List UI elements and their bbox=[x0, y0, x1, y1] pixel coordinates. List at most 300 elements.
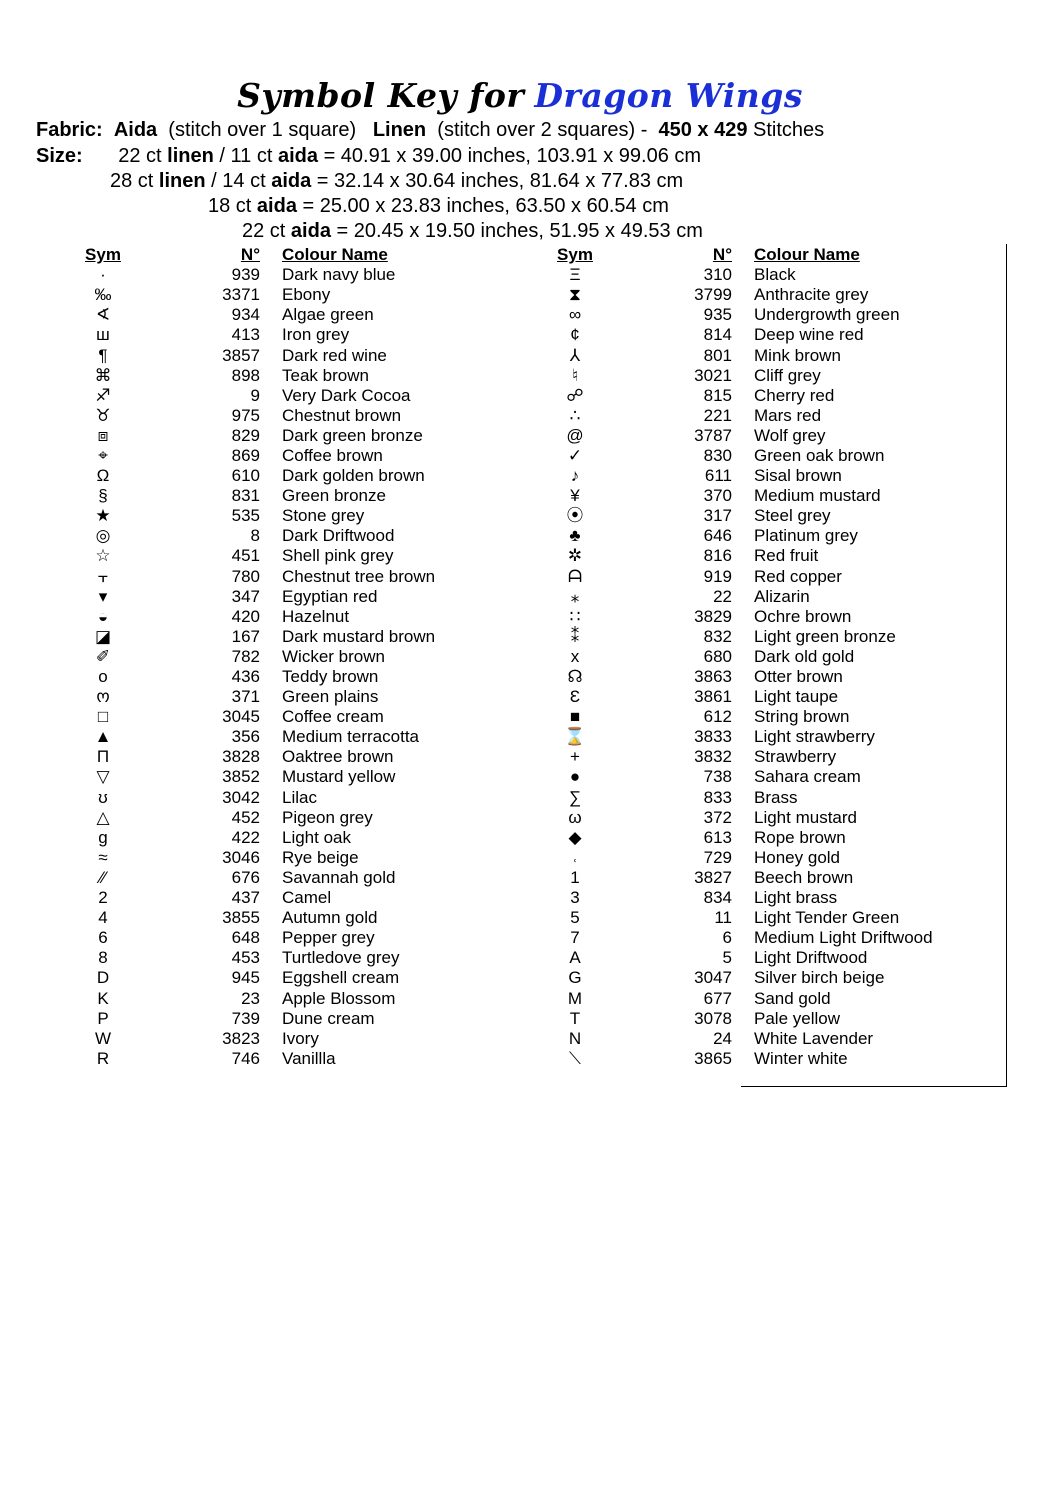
thread-number-cell: 3857 bbox=[222, 345, 260, 365]
colour-name-cell: Dark old gold bbox=[754, 646, 855, 666]
colour-name-cell: Platinum grey bbox=[754, 526, 858, 546]
thread-number-cell: 452 bbox=[231, 807, 260, 827]
colour-name-cell: Red fruit bbox=[754, 546, 819, 566]
thread-number-cell: 451 bbox=[231, 546, 260, 566]
table-row bbox=[548, 788, 954, 808]
table-row bbox=[548, 948, 954, 968]
thread-number-cell: 832 bbox=[703, 626, 732, 646]
thread-number-cell: 814 bbox=[703, 325, 732, 345]
symbol-cell: ω bbox=[568, 807, 582, 827]
thread-number-cell: 935 bbox=[703, 305, 732, 325]
thread-number-cell: 680 bbox=[703, 646, 732, 666]
colour-name-cell: Wicker brown bbox=[282, 646, 385, 666]
colour-name-cell: Light Tender Green bbox=[754, 908, 900, 928]
colour-name-cell: Turtledove grey bbox=[282, 948, 400, 968]
thread-number-cell: 23 bbox=[241, 988, 260, 1008]
colour-name-cell: Coffee brown bbox=[282, 445, 383, 465]
fabric-aida-note: (stitch over 1 square) bbox=[168, 119, 357, 141]
symbol-cell: K bbox=[97, 988, 109, 1008]
symbol-cell: ≈ bbox=[98, 847, 108, 867]
fabric-linen-note: (stitch over 2 squares) - bbox=[437, 119, 648, 141]
thread-number-cell: 370 bbox=[703, 486, 732, 506]
thread-number-cell: 801 bbox=[703, 345, 732, 365]
symbol-cell: ♪ bbox=[570, 466, 580, 486]
symbol-key-left bbox=[76, 245, 482, 1069]
table-row bbox=[548, 727, 954, 747]
colour-name-cell: Dark Driftwood bbox=[282, 526, 395, 546]
colour-name-cell: Brass bbox=[754, 787, 798, 807]
colour-name-cell: Pepper grey bbox=[282, 928, 375, 948]
colour-name-cell: Light mustard bbox=[754, 807, 857, 827]
stitch-count: 450 x 429 bbox=[658, 119, 748, 141]
size-4-fabric: aida bbox=[290, 220, 331, 242]
thread-number-cell: 831 bbox=[231, 486, 260, 506]
thread-number-cell: 371 bbox=[231, 687, 260, 707]
colour-name-cell: Light Driftwood bbox=[754, 948, 868, 968]
table-row bbox=[548, 808, 954, 828]
symbol-cell: D bbox=[96, 968, 110, 988]
colour-name-cell: Wolf grey bbox=[754, 425, 826, 445]
thread-number-cell: 677 bbox=[703, 988, 732, 1008]
colour-name-cell: Black bbox=[754, 265, 796, 285]
symbol-cell: ᗩ bbox=[567, 566, 583, 586]
symbol-cell: ⌘ bbox=[94, 365, 112, 385]
thread-number-cell: 3865 bbox=[694, 1048, 732, 1068]
table-row bbox=[76, 486, 482, 506]
thread-number-cell: 869 bbox=[231, 445, 260, 465]
table-row bbox=[548, 627, 954, 647]
colour-name-cell: Ebony bbox=[282, 285, 331, 305]
table-row bbox=[76, 406, 482, 426]
colour-name-cell: Dune cream bbox=[282, 1008, 375, 1028]
colour-name-cell: Iron grey bbox=[282, 325, 350, 345]
colour-name-cell: Sisal brown bbox=[754, 466, 842, 486]
symbol-cell: ● bbox=[569, 767, 581, 787]
table-row bbox=[76, 526, 482, 546]
symbol-cell: ¢ bbox=[570, 325, 580, 345]
thread-number-cell: 413 bbox=[231, 325, 260, 345]
table-row bbox=[76, 1009, 482, 1029]
thread-number-cell: 729 bbox=[703, 847, 732, 867]
colour-name-cell: Pale yellow bbox=[754, 1008, 840, 1028]
symbol-cell: M bbox=[567, 988, 583, 1008]
symbol-cell: 7 bbox=[570, 928, 580, 948]
colour-name-cell: Dark navy blue bbox=[282, 265, 396, 285]
size-1-sep: / 11 ct bbox=[219, 145, 273, 167]
symbol-cell: A bbox=[569, 948, 581, 968]
colour-name-cell: Anthracite grey bbox=[754, 285, 869, 305]
table-row bbox=[76, 305, 482, 325]
symbol-cell: x bbox=[570, 646, 580, 666]
colour-name-cell: Cherry red bbox=[754, 385, 835, 405]
symbol-cell: N bbox=[568, 1028, 582, 1048]
symbol-cell: ˓ bbox=[572, 847, 578, 867]
colour-name-cell: Chestnut brown bbox=[282, 405, 402, 425]
symbol-cell: ✐ bbox=[95, 646, 111, 666]
table-row bbox=[76, 988, 482, 1008]
thread-number-cell: 436 bbox=[231, 667, 260, 687]
symbol-cell: ∷ bbox=[569, 606, 581, 626]
thread-number-cell: 3021 bbox=[694, 365, 732, 385]
colour-name-cell: Light strawberry bbox=[754, 727, 875, 747]
table-row bbox=[548, 848, 954, 868]
symbol-cell: o bbox=[98, 667, 108, 687]
table-row bbox=[548, 747, 954, 767]
fabric-aida: Aida bbox=[113, 119, 158, 141]
symbol-cell: + bbox=[570, 747, 580, 767]
symbol-cell: P bbox=[97, 1008, 109, 1028]
colour-name-cell: Mustard yellow bbox=[282, 767, 396, 787]
page-title bbox=[0, 76, 1040, 115]
thread-number-cell: 919 bbox=[703, 566, 732, 586]
size-2-sep: / 14 ct bbox=[211, 170, 266, 192]
table-row bbox=[76, 607, 482, 627]
size-4-count: 22 ct bbox=[242, 220, 286, 242]
colour-name-cell: Steel grey bbox=[754, 506, 831, 526]
colour-name-cell: Undergrowth green bbox=[754, 305, 900, 325]
thread-number-cell: 422 bbox=[231, 827, 260, 847]
thread-number-cell: 739 bbox=[231, 1008, 260, 1028]
thread-number-cell: 310 bbox=[703, 265, 732, 285]
size-line-4 bbox=[242, 219, 1060, 243]
table-row bbox=[76, 325, 482, 345]
thread-number-cell: 3045 bbox=[222, 707, 260, 727]
thread-number-cell: 898 bbox=[231, 365, 260, 385]
table-row bbox=[76, 647, 482, 667]
title-prefix: Symbol Key for bbox=[237, 76, 525, 115]
symbol-cell: ◪ bbox=[94, 626, 112, 646]
size-2-fabric-a: linen bbox=[158, 170, 206, 192]
symbol-cell: △ bbox=[96, 807, 110, 827]
table-row bbox=[548, 526, 954, 546]
colour-name-cell: Chestnut tree brown bbox=[282, 566, 436, 586]
symbol-cell: ш bbox=[96, 325, 110, 345]
symbol-cell: ო bbox=[96, 687, 110, 707]
symbol-cell: ♣ bbox=[569, 526, 581, 546]
colour-name-cell: Pigeon grey bbox=[282, 807, 373, 827]
symbol-cell: ▾ bbox=[98, 586, 108, 606]
colour-name-cell: Mars red bbox=[754, 405, 822, 425]
table-row bbox=[76, 767, 482, 787]
thread-number-cell: 975 bbox=[231, 405, 260, 425]
table-row bbox=[76, 948, 482, 968]
colour-name-cell: Light taupe bbox=[754, 687, 839, 707]
thread-number-cell: 612 bbox=[703, 707, 732, 727]
number-header: N° bbox=[712, 245, 732, 265]
thread-number-cell: 610 bbox=[231, 466, 260, 486]
symbol-cell: Ω bbox=[96, 466, 110, 486]
symbol-cell: ⁎ bbox=[570, 586, 580, 606]
thread-number-cell: 746 bbox=[231, 1048, 260, 1068]
thread-number-cell: 22 bbox=[713, 586, 732, 606]
table-row bbox=[76, 788, 482, 808]
symbol-cell: ⌖ bbox=[98, 445, 108, 465]
table-row bbox=[76, 747, 482, 767]
table-row bbox=[76, 848, 482, 868]
table-row bbox=[76, 808, 482, 828]
table-row bbox=[548, 305, 954, 325]
size-line-2 bbox=[110, 169, 1060, 193]
colour-name-cell: String brown bbox=[754, 707, 850, 727]
table-row bbox=[548, 567, 954, 587]
thread-number-cell: 830 bbox=[703, 445, 732, 465]
table-row bbox=[548, 1049, 954, 1069]
table-row bbox=[548, 426, 954, 446]
size-1-count: 22 ct bbox=[118, 145, 162, 167]
size-3-dims: = 25.00 x 23.83 inches, 63.50 x 60.54 cm bbox=[302, 195, 669, 217]
thread-number-cell: 356 bbox=[231, 727, 260, 747]
colour-name-cell: Sahara cream bbox=[754, 767, 861, 787]
symbol-cell: ⧗ bbox=[569, 285, 581, 305]
table-row bbox=[548, 265, 954, 285]
thread-number-cell: 815 bbox=[703, 385, 732, 405]
thread-number-cell: 8 bbox=[250, 526, 260, 546]
table-row bbox=[548, 486, 954, 506]
thread-number-cell: 3861 bbox=[694, 687, 732, 707]
thread-number-cell: 782 bbox=[231, 646, 260, 666]
colour-name-cell: Light oak bbox=[282, 827, 351, 847]
symbol-cell: § bbox=[98, 486, 108, 506]
size-2-fabric-b: aida bbox=[271, 170, 312, 192]
colour-name-cell: Algae green bbox=[282, 305, 374, 325]
thread-number-cell: 24 bbox=[713, 1028, 732, 1048]
table-row bbox=[76, 928, 482, 948]
size-1-fabric-a: linen bbox=[167, 145, 214, 167]
table-row bbox=[76, 506, 482, 526]
table-row bbox=[76, 426, 482, 446]
table-row bbox=[548, 1029, 954, 1049]
table-row bbox=[76, 968, 482, 988]
thread-number-cell: 3371 bbox=[222, 285, 260, 305]
colour-name-cell: Red copper bbox=[754, 566, 842, 586]
table-row bbox=[548, 587, 954, 607]
thread-number-cell: 6 bbox=[722, 928, 732, 948]
table-row bbox=[548, 868, 954, 888]
table-row bbox=[548, 546, 954, 566]
table-row bbox=[548, 928, 954, 948]
size-3-fabric: aida bbox=[256, 195, 297, 217]
thread-number-cell: 3855 bbox=[222, 908, 260, 928]
colour-name-cell: Eggshell cream bbox=[282, 968, 400, 988]
table-row bbox=[548, 466, 954, 486]
colour-name-cell: Light brass bbox=[754, 888, 838, 908]
symbol-cell: 3 bbox=[570, 888, 580, 908]
thread-number-cell: 420 bbox=[231, 606, 260, 626]
symbol-cell: ⦿ bbox=[566, 506, 584, 526]
colour-name-cell: Stone grey bbox=[282, 506, 365, 526]
table-row bbox=[76, 908, 482, 928]
stitch-unit: Stitches bbox=[753, 119, 825, 141]
colour-name-cell: Hazelnut bbox=[282, 606, 350, 626]
sym-header: Sym bbox=[85, 245, 121, 265]
thread-number-cell: 834 bbox=[703, 888, 732, 908]
thread-number-cell: 347 bbox=[231, 586, 260, 606]
colour-name-cell: Strawberry bbox=[754, 747, 837, 767]
colour-name-cell: Ivory bbox=[282, 1028, 319, 1048]
symbol-cell: 8 bbox=[98, 948, 108, 968]
thread-number-cell: 3827 bbox=[694, 867, 732, 887]
symbol-cell: W bbox=[94, 1028, 112, 1048]
table-row bbox=[76, 567, 482, 587]
colour-name-cell: Very Dark Cocoa bbox=[282, 385, 411, 405]
thread-number-cell: 945 bbox=[231, 968, 260, 988]
symbol-cell: @ bbox=[566, 425, 584, 445]
symbol-cell: ✓ bbox=[567, 445, 583, 465]
colour-name-cell: Sand gold bbox=[754, 988, 831, 1008]
thread-number-cell: 934 bbox=[231, 305, 260, 325]
symbol-cell: ∑ bbox=[568, 787, 582, 807]
table-row bbox=[548, 988, 954, 1008]
thread-number-cell: 221 bbox=[703, 405, 732, 425]
thread-number-cell: 676 bbox=[231, 867, 260, 887]
thread-number-cell: 646 bbox=[703, 526, 732, 546]
thread-number-cell: 3799 bbox=[694, 285, 732, 305]
thread-number-cell: 167 bbox=[231, 626, 260, 646]
symbol-cell: ⁑ bbox=[570, 626, 580, 646]
colour-name-cell: Vanillla bbox=[282, 1048, 336, 1068]
thread-number-cell: 3829 bbox=[694, 606, 732, 626]
symbol-cell: 6 bbox=[98, 928, 108, 948]
thread-number-cell: 3832 bbox=[694, 747, 732, 767]
fabric-label: Fabric: bbox=[36, 119, 103, 141]
thread-number-cell: 3046 bbox=[222, 847, 260, 867]
table-row bbox=[548, 968, 954, 988]
colour-name-cell: Dark mustard brown bbox=[282, 626, 436, 646]
symbol-cell: ■ bbox=[569, 707, 581, 727]
colour-name-cell: Otter brown bbox=[754, 667, 843, 687]
table-row bbox=[548, 386, 954, 406]
symbol-cell: ⌛ bbox=[564, 727, 586, 747]
symbol-cell: ▲ bbox=[94, 727, 112, 747]
symbol-cell: ▽ bbox=[96, 767, 110, 787]
thread-number-cell: 3823 bbox=[222, 1028, 260, 1048]
table-row bbox=[548, 325, 954, 345]
colour-name-cell: Medium Light Driftwood bbox=[754, 928, 933, 948]
size-1-dims: = 40.91 x 39.00 inches, 103.91 x 99.06 cm bbox=[323, 145, 702, 167]
thread-number-cell: 738 bbox=[703, 767, 732, 787]
symbol-cell: Ξ bbox=[569, 265, 581, 285]
colour-name-cell: Lilac bbox=[282, 787, 317, 807]
table-row bbox=[76, 587, 482, 607]
colour-name-cell: Apple Blossom bbox=[282, 988, 396, 1008]
table-row bbox=[76, 386, 482, 406]
thread-number-cell: 372 bbox=[703, 807, 732, 827]
table-row bbox=[548, 506, 954, 526]
table-row bbox=[76, 546, 482, 566]
thread-number-cell: 3852 bbox=[222, 767, 260, 787]
size-2-count: 28 ct bbox=[110, 170, 154, 192]
thread-number-cell: 648 bbox=[231, 928, 260, 948]
symbol-cell: ⅄ bbox=[569, 345, 581, 365]
thread-number-cell: 611 bbox=[704, 466, 732, 486]
frame-right-border bbox=[1006, 244, 1007, 1087]
size-3-count: 18 ct bbox=[208, 195, 252, 217]
symbol-cell: ⧈ bbox=[97, 425, 109, 445]
colour-name-cell: Autumn gold bbox=[282, 908, 378, 928]
thread-number-cell: 437 bbox=[231, 888, 260, 908]
symbol-cell: R bbox=[96, 1048, 110, 1068]
table-row bbox=[548, 908, 954, 928]
size-line-3 bbox=[208, 194, 1060, 218]
number-header: N° bbox=[240, 245, 260, 265]
table-row bbox=[548, 687, 954, 707]
table-row bbox=[76, 707, 482, 727]
fabric-line bbox=[36, 118, 1060, 142]
colour-name-cell: Oaktree brown bbox=[282, 747, 394, 767]
colour-name-header: Colour Name bbox=[754, 245, 860, 265]
table-row bbox=[548, 667, 954, 687]
table-row bbox=[76, 265, 482, 285]
symbol-cell: ⫟ bbox=[97, 566, 109, 586]
table-row bbox=[548, 888, 954, 908]
thread-number-cell: 3787 bbox=[694, 425, 732, 445]
size-2-dims: = 32.14 x 30.64 inches, 81.64 x 77.83 cm bbox=[316, 170, 684, 192]
colour-name-cell: Cliff grey bbox=[754, 365, 821, 385]
table-row bbox=[548, 828, 954, 848]
thread-number-cell: 3828 bbox=[222, 747, 260, 767]
table-row bbox=[548, 767, 954, 787]
colour-name-cell: Dark red wine bbox=[282, 345, 387, 365]
symbol-cell: · bbox=[100, 265, 106, 285]
symbol-cell: ¥ bbox=[570, 486, 580, 506]
symbol-cell: □ bbox=[97, 707, 109, 727]
table-row bbox=[76, 868, 482, 888]
table-row bbox=[548, 366, 954, 386]
size-line-1 bbox=[36, 144, 1060, 168]
thread-number-cell: 5 bbox=[722, 948, 732, 968]
thread-number-cell: 3833 bbox=[694, 727, 732, 747]
thread-number-cell: 3042 bbox=[222, 787, 260, 807]
symbol-cell: ★ bbox=[95, 506, 111, 526]
colour-name-cell: Winter white bbox=[754, 1048, 848, 1068]
thread-number-cell: 816 bbox=[703, 546, 732, 566]
sym-header: Sym bbox=[557, 245, 593, 265]
colour-name-cell: Dark green bronze bbox=[282, 425, 423, 445]
size-label: Size: bbox=[36, 145, 83, 167]
symbol-cell: 5 bbox=[570, 908, 580, 928]
header-row bbox=[548, 245, 954, 265]
table-row bbox=[76, 366, 482, 386]
table-row bbox=[548, 285, 954, 305]
thread-number-cell: 317 bbox=[703, 506, 732, 526]
symbol-cell: 2 bbox=[98, 888, 108, 908]
colour-name-cell: Silver birch beige bbox=[754, 968, 885, 988]
table-row bbox=[548, 1009, 954, 1029]
symbol-cell: ✲ bbox=[567, 546, 583, 566]
colour-name-cell: Alizarin bbox=[754, 586, 810, 606]
colour-name-cell: Medium terracotta bbox=[282, 727, 419, 747]
table-row bbox=[548, 707, 954, 727]
colour-name-cell: Camel bbox=[282, 888, 332, 908]
symbol-cell: 1 bbox=[570, 867, 580, 887]
symbol-cell: G bbox=[568, 968, 582, 988]
thread-number-cell: 780 bbox=[231, 566, 260, 586]
symbol-cell: ⁄⁄ bbox=[100, 867, 106, 887]
colour-name-cell: Rye beige bbox=[282, 847, 359, 867]
symbol-cell: 4 bbox=[98, 908, 108, 928]
symbol-cell: ¶ bbox=[98, 345, 108, 365]
table-row bbox=[76, 446, 482, 466]
colour-name-cell: Medium mustard bbox=[754, 486, 881, 506]
thread-number-cell: 3078 bbox=[694, 1008, 732, 1028]
colour-name-cell: Ochre brown bbox=[754, 606, 852, 626]
thread-number-cell: 939 bbox=[231, 265, 260, 285]
symbol-cell: ʊ bbox=[98, 787, 108, 807]
symbol-cell: ∢ bbox=[95, 305, 111, 325]
symbol-cell: Ɛ bbox=[569, 687, 581, 707]
colour-name-cell: Savannah gold bbox=[282, 867, 396, 887]
symbol-cell: ‰ bbox=[94, 285, 112, 305]
